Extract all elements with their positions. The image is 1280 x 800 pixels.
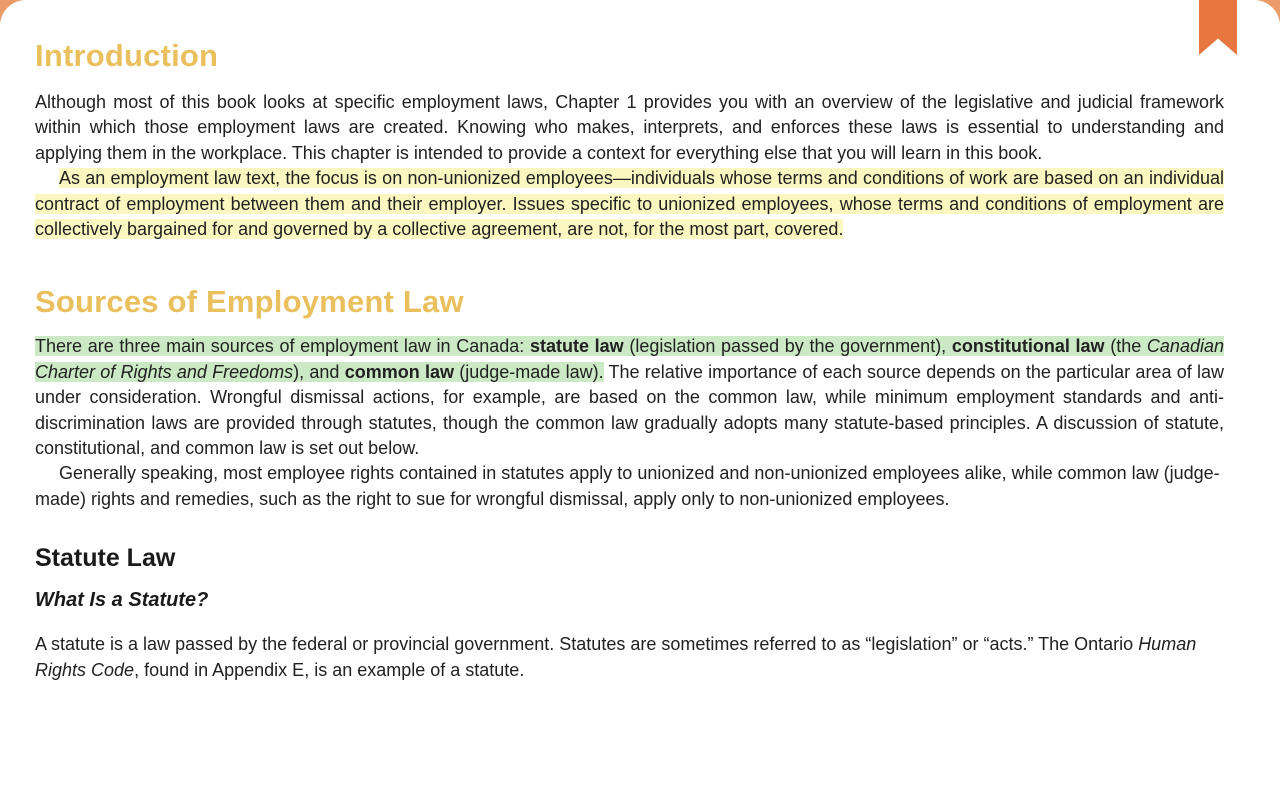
introduction-heading: Introduction (35, 38, 219, 73)
statute-law-heading: Statute Law (35, 544, 176, 573)
generally-speaking-paragraph: Generally speaking, most employee rights contained in statutes apply to unionized and non-unionized employees alike, while common law (judge-made) rights and remedies, such as the right to sue for wrongful dismissal, apply only to non-unionized employees. (35, 463, 1220, 509)
sources-of-employment-law-heading: Sources of Employment Law (35, 284, 464, 320)
introduction-paragraph: Although most of this book looks at specific employment laws, Chapter 1 provides you with an overview of the legislative and judicial framework within which those employment laws are created. Knowing who makes, interprets, and enforces these laws is essential to understanding and applying them in the workplace. This chapter is intended to provide a context for everything else that you will learn in this book. (35, 92, 1224, 163)
statute-definition-paragraph: A statute is a law passed by the federal or provincial government. Statutes are sometimes referred to as “legislation” or “acts.” The Ontario Human Rights Code, found in Appendix E, is an example of a statute. (35, 634, 1197, 680)
sources-paragraph: There are three main sources of employment law in Canada: statute law (legislation passed by the government), constitutional law (the Canadian Charter of Rights and Freedoms), and common law (judge-made law). The relative importance of each source depends on the particular area of law under consideration. Wrongful dismissal actions, for example, are based on the common law, while minimum employment standards and anti-discrimination laws are provided through statutes, though the common law gradually adopts many statute-based principles. A discussion of statute, constitutional, and common law is set out below. (35, 336, 1225, 459)
highlighted-yellow-paragraph: As an employment law text, the focus is on non-unionized employees—individuals whose terms and conditions of work are based on an individual contract of employment between them and their employer. Issues specific to unionized employees, whose terms and conditions of employment are collectively bargained for and governed by a collective agreement, are not, for the most part, covered. (35, 168, 1224, 240)
what-is-a-statute-subheading: What Is a Statute? (35, 589, 209, 612)
